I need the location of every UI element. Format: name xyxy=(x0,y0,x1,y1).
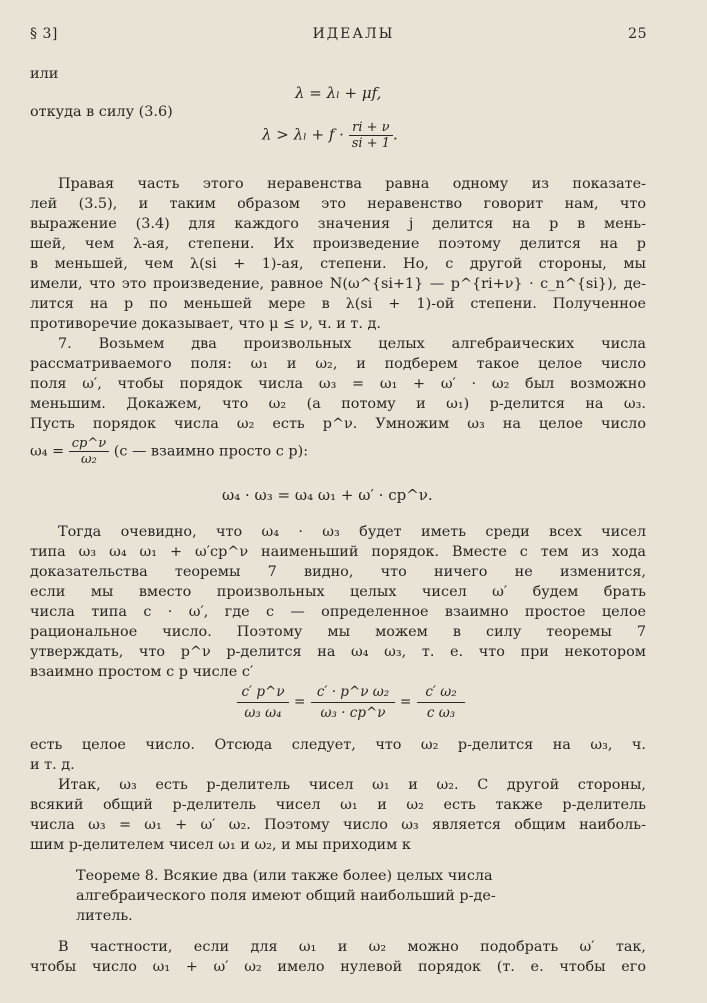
text-line: В частности, если для ω₁ и ω₂ можно подобрать ω′ так, xyxy=(58,939,646,955)
text-line: лится на p по меньшей мере в λ(si + 1)-ой степени. Полученное xyxy=(30,296,646,312)
text-line: шим p-делителем чисел ω₁ и ω₂, и мы приходим к xyxy=(30,837,411,853)
text-line: рациональное число. Поэтому мы можем в силу теоремы 7 xyxy=(30,624,646,640)
text-line: доказательства теоремы 7 видно, что ничего не изменится, xyxy=(30,564,646,580)
fraction-numerator: cp^ν xyxy=(69,436,109,452)
fraction xyxy=(69,436,109,467)
text-line: чтобы число ω₁ + ω′ ω₂ имело нулевой порядок (т. е. чтобы его xyxy=(30,959,646,975)
running-title: ИДЕАЛЫ xyxy=(312,26,395,42)
text-line: шей, чем λ-ая, степени. Их произведение поэтому делится на p xyxy=(30,236,646,252)
text-line: Тогда очевидно, что ω₄ · ω₃ будет иметь среди всех чисел xyxy=(58,524,646,540)
equals-sign: = xyxy=(400,694,412,710)
page-number: 25 xyxy=(628,26,647,42)
formula-left: λ > λₗ + f · xyxy=(262,125,344,144)
text-line: рассматриваемого поля: ω₁ и ω₂, и подберем такое целое число xyxy=(30,356,646,372)
text-line: противоречие доказывает, что μ ≤ ν, ч. и т. д. xyxy=(30,316,381,332)
fraction-denominator: ω₂ xyxy=(81,452,97,467)
text-line: и т. д. xyxy=(30,757,75,773)
text-line: в меньшей, чем λ(si + 1)-ая, степени. Но, с другой стороны, мы xyxy=(30,256,646,272)
fraction xyxy=(417,684,465,721)
fraction-chain xyxy=(237,684,467,730)
theorem-line: Теореме 8. Всякие два (или также более) целых числа xyxy=(76,868,493,884)
text-line: всякий общий p-делитель чисел ω₁ и ω₂ есть также p-делитель xyxy=(30,797,646,813)
text-line: числа ω₃ = ω₁ + ω′ ω₂. Поэтому число ω₃ является общим наиболь- xyxy=(30,817,646,833)
text-line: Пусть порядок числа ω₂ есть p^ν. Умножим ω₃ на целое число xyxy=(30,416,646,432)
fraction xyxy=(237,684,289,721)
fraction xyxy=(349,120,393,151)
fraction-numerator: c′ p^ν xyxy=(237,684,289,703)
formula-omega4 xyxy=(30,436,308,467)
fraction-denominator: si + 1 xyxy=(351,136,390,151)
text-line: Итак, ω₃ есть p-делитель чисел ω₁ и ω₂. С другой стороны, xyxy=(58,777,646,793)
text-line: меньшим. Докажем, что ω₂ (а потому и ω₁) p-делится на ω₃. xyxy=(30,396,646,412)
formula-end: . xyxy=(393,125,398,144)
formula-main: ω₄ · ω₃ = ω₄ ω₁ + ω′ · cp^ν. xyxy=(222,486,433,504)
text-line: типа ω₃ ω₄ ω₁ + ω′cp^ν наименьший порядок. Вместе с тем из хода xyxy=(30,544,646,560)
text-line: или xyxy=(30,66,59,82)
fraction-numerator: ri + ν xyxy=(349,120,393,136)
section-ref: § 3] xyxy=(30,26,58,42)
text-line: поля ω′, чтобы порядок числа ω₃ = ω₁ + ω′ · ω₂ был возможно xyxy=(30,376,646,392)
text-line: утверждать, что p^ν p-делится на ω₄ ω₃, т. е. что при некотором xyxy=(30,644,646,660)
text-line: взаимно простом с p числе c′ xyxy=(30,664,254,680)
formula-lambda: λ = λₗ + μf, xyxy=(295,84,382,102)
fraction-numerator: c′ ω₂ xyxy=(417,684,465,703)
text-line: откуда в силу (3.6) xyxy=(30,104,173,120)
equals-sign: = xyxy=(294,694,306,710)
text-line: Правая часть этого неравенства равна одному из показате- xyxy=(58,176,646,192)
text-line: выражение (3.4) для каждого значения j делится на p в мень- xyxy=(30,216,646,232)
text-line: 7. Возьмем два произвольных целых алгебраических числа xyxy=(58,336,646,352)
formula-inequality xyxy=(262,120,398,151)
text-line: если мы вместо произвольных целых чисел ω′ будем брать xyxy=(30,584,646,600)
text-line: числа типа c · ω′, где c — определенное взаимно простое целое xyxy=(30,604,646,620)
text-line: имели, что это произведение, равное N(ω^{si+1} — p^{ri+ν} · c_n^{si}), де- xyxy=(30,276,646,292)
fraction xyxy=(311,684,395,721)
theorem-line: алгебраического поля имеют общий наибольший p-де- xyxy=(76,888,496,904)
formula-lhs: ω₄ = xyxy=(30,443,65,460)
text-line: есть целое число. Отсюда следует, что ω₂ p-делится на ω₃, ч. xyxy=(30,737,646,753)
theorem-line: литель. xyxy=(76,908,133,924)
fraction-denominator: ω₃ · cp^ν xyxy=(320,705,386,721)
text-line: лей (3.5), и таким образом это неравенство говорит нам, что xyxy=(30,196,646,212)
fraction-denominator: ω₃ ω₄ xyxy=(244,705,282,721)
fraction-denominator: c ω₃ xyxy=(426,705,456,721)
fraction-numerator: c′ · p^ν ω₂ xyxy=(311,684,395,703)
formula-note: (c — взаимно просто с p): xyxy=(113,443,309,460)
